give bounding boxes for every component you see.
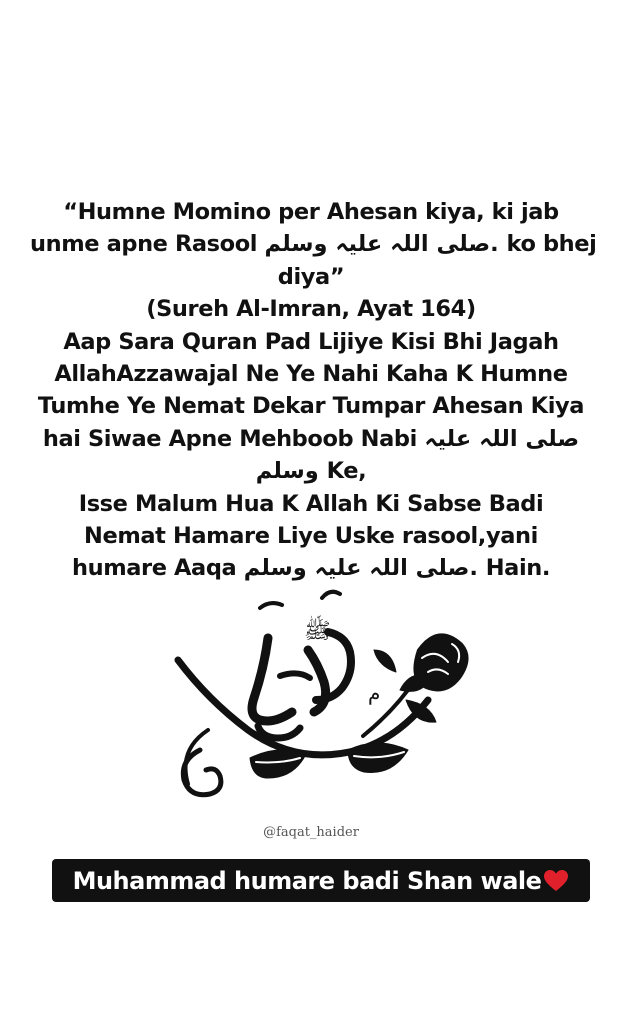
quote-text-block bbox=[30, 196, 597, 585]
quote-line: Tumhe Ye Nemat Dekar Tumpar Ahesan Kiya bbox=[37, 393, 585, 420]
svg-text:ﷺ: ﷺ bbox=[304, 619, 331, 644]
muhammad-calligraphy-rose-icon bbox=[160, 580, 480, 830]
quote-line: hai Siwae Apne Mehboob Nabi صلی اللہ علیہ bbox=[42, 425, 580, 452]
quote-line: unme apne Rasool صلی اللہ علیہ وسلم. ko bhej bbox=[30, 231, 597, 258]
quote-line: diya” bbox=[277, 263, 345, 290]
quote-line: Isse Malum Hua K Allah Ki Sabse Badi bbox=[78, 490, 544, 517]
quote-line: AllahAzzawajal Ne Ye Nahi Kaha K Humne bbox=[54, 361, 568, 388]
quote-line: Nemat Hamare Liye Uske rasool,yani bbox=[84, 523, 538, 550]
quote-line: “Humne Momino per Ahesan kiya, ki jab bbox=[63, 199, 559, 225]
quote-reference: (Sureh Al-Imran, Ayat 164) bbox=[146, 296, 476, 323]
quote-line: Aap Sara Quran Pad Lijiye Kisi Bhi Jagah bbox=[63, 328, 559, 355]
quote-line: humare Aaqa صلی اللہ علیہ وسلم. Hain. bbox=[71, 555, 551, 582]
watermark-handle: @faqat_haider bbox=[263, 825, 359, 840]
red-heart-icon bbox=[543, 869, 569, 893]
svg-text:م: م bbox=[368, 681, 381, 705]
caption-banner bbox=[52, 859, 590, 902]
quote-line: وسلم Ke, bbox=[255, 458, 367, 485]
caption-text: Muhammad humare badi Shan wale bbox=[72, 866, 542, 895]
